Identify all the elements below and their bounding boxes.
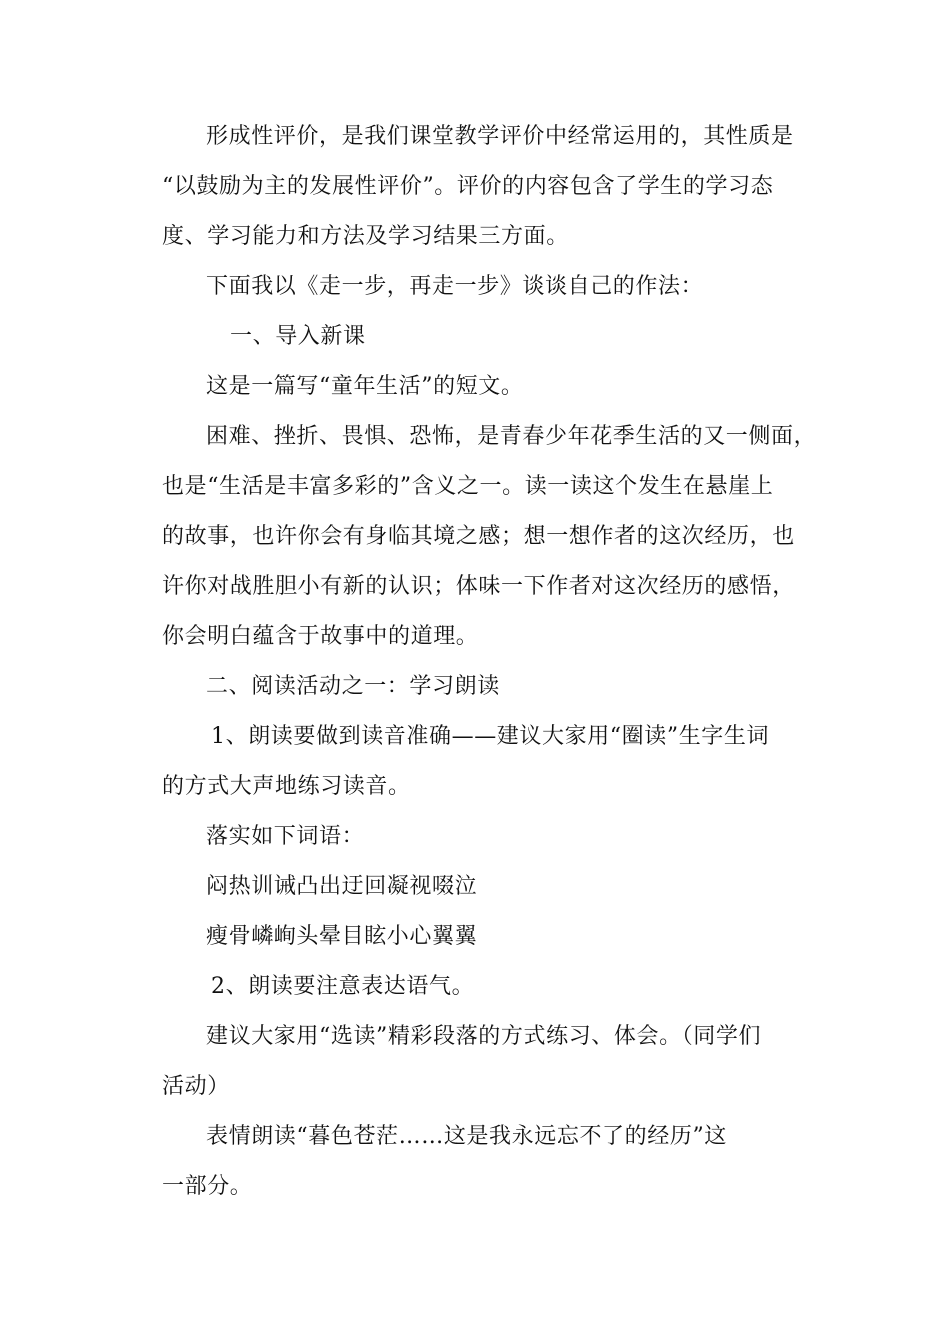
paragraph-1-line-3: 度、学习能力和方法及学习结果三方面。 (162, 224, 569, 249)
paragraph-8-line-2: 活动） (162, 1074, 230, 1099)
paragraph-1-line-1: 形成性评价，是我们课堂教学评价中经常运用的，其性质是 (206, 124, 794, 149)
word-list-2: 瘦骨嶙峋头晕目眩小心翼翼 (206, 924, 478, 949)
paragraph-9-line-2: 一部分。 (162, 1174, 253, 1199)
paragraph-9-line-1: 表情朗读“暮色苍茫……这是我永远忘不了的经历”这 (206, 1124, 727, 1149)
paragraph-4-line-3: 的故事，也许你会有身临其境之感；想一想作者的这次经历，也 (162, 524, 795, 549)
word-list-1: 闷热训诫凸出迂回凝视啜泣 (206, 874, 478, 899)
paragraph-7: 2、朗读要注意表达语气。 (211, 974, 475, 999)
paragraph-4-line-2: 也是“生活是丰富多彩的”含义之一。读一读这个发生在悬崖上 (162, 474, 774, 499)
paragraph-2: 下面我以《走一步，再走一步》谈谈自己的作法： (206, 274, 704, 299)
paragraph-5-line-2: 的方式大声地练习读音。 (162, 774, 411, 799)
paragraph-4-line-4: 许你对战胜胆小有新的认识；体味一下作者对这次经历的感悟， (162, 574, 795, 599)
paragraph-5-line-1: 1、朗读要做到读音准确——建议大家用“圈读”生字生词 (211, 724, 770, 749)
paragraph-4-line-1: 困难、挫折、畏惧、恐怖，是青春少年花季生活的又一侧面， (206, 424, 817, 449)
paragraph-1-line-2: “以鼓励为主的发展性评价”。评价的内容包含了学生的学习态 (162, 174, 774, 199)
paragraph-6: 落实如下词语： (206, 824, 365, 849)
paragraph-8-line-1: 建议大家用“选读”精彩段落的方式练习、体会。（同学们 (206, 1024, 762, 1049)
section-heading-1: 一、导入新课 (230, 324, 366, 349)
section-heading-2: 二、阅读活动之一：学习朗读 (206, 674, 500, 699)
paragraph-4-line-5: 你会明白蕴含于故事中的道理。 (162, 624, 479, 649)
paragraph-3: 这是一篇写“童年生活”的短文。 (206, 374, 524, 399)
